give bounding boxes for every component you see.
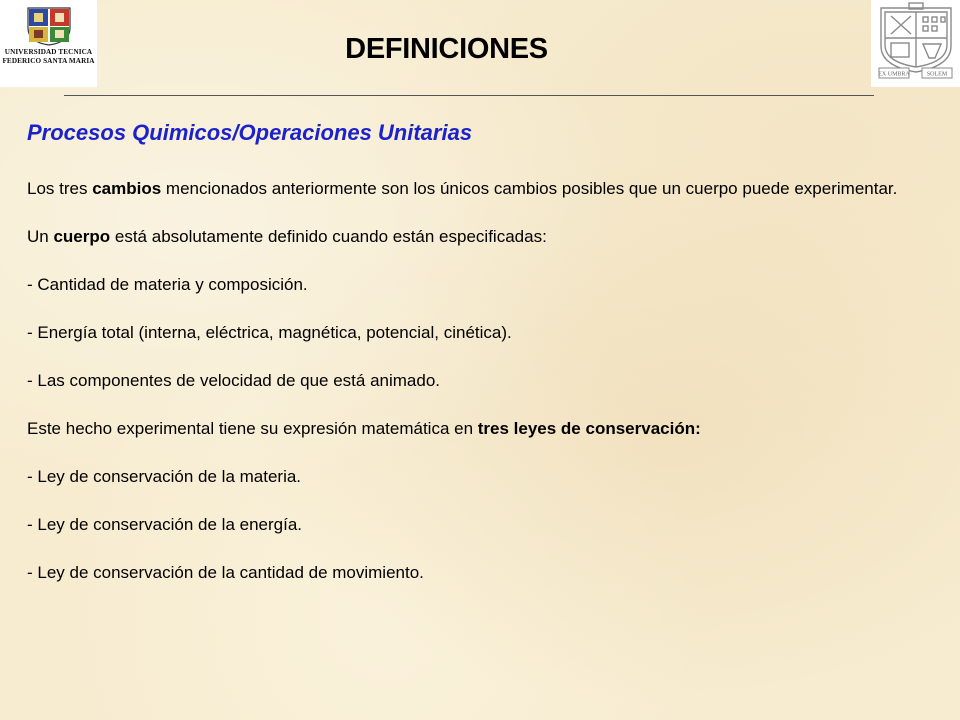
motto-text-left: EX UMBRA (878, 71, 910, 78)
title-divider (64, 95, 874, 96)
list-item: - Las componentes de velocidad de que está animado. (27, 371, 440, 390)
list-item: - Ley de conservación de la materia. (27, 467, 302, 486)
paragraph-cuerpo: Un cuerpo está absolutamente definido cuando están especificadas: (27, 227, 547, 246)
slide-title: DEFINICIONES (345, 33, 548, 65)
motto-text-right: SOLEM (926, 71, 948, 78)
paragraph-cambios: Los tres cambios mencionados anteriormente son los únicos cambios posibles que un cuerpo puede experimentar. (27, 179, 898, 198)
paragraph-leyes: Este hecho experimental tiene su expresión matemática en tres leyes de conservación: (27, 419, 701, 438)
logo-text-line-2: FEDERICO SANTA MARIA (2, 57, 95, 65)
list-item: - Ley de conservación de la cantidad de movimiento. (27, 563, 424, 582)
section-subtitle: Procesos Quimicos/Operaciones Unitarias (27, 120, 473, 145)
list-item: - Cantidad de materia y composición. (27, 275, 308, 294)
list-item: - Ley de conservación de la energía. (27, 515, 303, 534)
slide-body (27, 176, 927, 586)
logo-text-line-1: UNIVERSIDAD TECNICA (4, 48, 93, 56)
list-item: - Energía total (interna, eléctrica, magnética, potencial, cinética). (27, 323, 512, 342)
